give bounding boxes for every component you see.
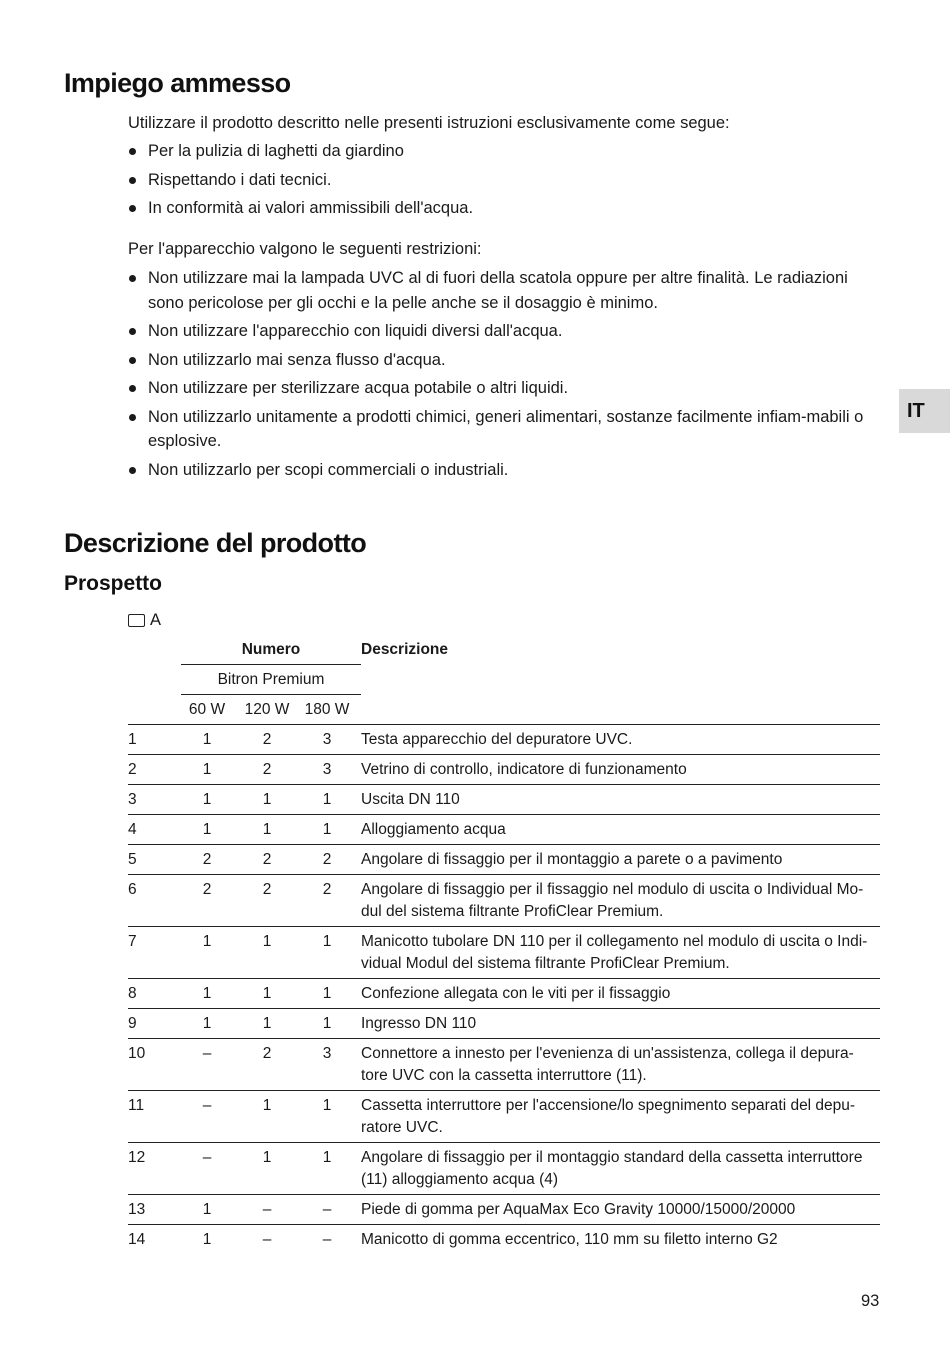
cell-qty-180w: 3 [322, 1045, 332, 1062]
cell-qty-60w: 1 [202, 1231, 212, 1248]
cell-item-number: 5 [128, 851, 137, 868]
cell-qty-120w: 1 [262, 1097, 272, 1114]
cell-qty-60w: 1 [202, 821, 212, 838]
cell-qty-120w: 1 [262, 933, 272, 950]
header-divider [181, 694, 361, 695]
cell-qty-120w: 1 [262, 1015, 272, 1032]
cell-qty-60w: – [202, 1045, 212, 1062]
cell-qty-180w: 1 [322, 985, 332, 1002]
cell-description: Manicotto tubolare DN 110 per il collegamento nel modulo di uscita o Indi-vidual Modul del sistema filtrante ProfiClear Premium. [361, 933, 868, 972]
list-item: Non utilizzarlo unitamente a prodotti chimici, generi alimentari, sostanze facilmente infiam-mabili o esplosive. [128, 405, 880, 454]
cell-description: Connettore a innesto per l'evenienza di un'assistenza, collega il depura-tore UVC con la cassetta interruttore (11). [361, 1045, 854, 1084]
cell-qty-60w: 1 [202, 791, 212, 808]
page-number: 93 [861, 1292, 880, 1310]
cell-qty-120w: – [262, 1201, 272, 1218]
cell-qty-180w: 3 [322, 761, 332, 778]
table-row [128, 978, 880, 1008]
parts-table [128, 636, 880, 1254]
cell-qty-180w: 1 [322, 1015, 332, 1032]
cell-item-number: 3 [128, 791, 137, 808]
header-watt-120: 120 W [244, 701, 290, 718]
figure-label: A [150, 611, 162, 629]
cell-qty-120w: 2 [262, 1045, 272, 1062]
cell-description: Angolare di fissaggio per il montaggio a parete o a pavimento [361, 851, 783, 868]
cell-qty-120w: 1 [262, 985, 272, 1002]
figure-icon [128, 614, 145, 627]
table-row [128, 874, 880, 926]
list-item: Non utilizzare l'apparecchio con liquidi diversi dall'acqua. [128, 319, 880, 344]
table-row [128, 844, 880, 874]
cell-qty-120w: 2 [262, 761, 272, 778]
cell-item-number: 4 [128, 821, 137, 838]
cell-item-number: 7 [128, 933, 137, 950]
list-item: Rispettando i dati tecnici. [128, 168, 880, 193]
cell-qty-60w: – [202, 1149, 212, 1166]
table-row [128, 1194, 880, 1224]
cell-qty-180w: 1 [322, 791, 332, 808]
header-product: Bitron Premium [217, 671, 325, 688]
header-description: Descrizione [361, 641, 449, 658]
list-item: Per la pulizia di laghetti da giardino [128, 139, 880, 164]
allowed-use-list [128, 139, 880, 221]
header-number: Numero [241, 641, 301, 658]
restrictions-list [128, 266, 880, 482]
cell-item-number: 13 [128, 1201, 146, 1218]
cell-qty-120w: 2 [262, 731, 272, 748]
table-row [128, 784, 880, 814]
cell-qty-180w: 2 [322, 851, 332, 868]
cell-qty-180w: – [322, 1201, 332, 1218]
list-item: In conformità ai valori ammissibili dell'acqua. [128, 196, 880, 221]
cell-qty-120w: 1 [262, 791, 272, 808]
language-tab: IT [899, 389, 950, 433]
cell-qty-60w: – [202, 1097, 212, 1114]
list-item: Non utilizzarlo per scopi commerciali o industriali. [128, 458, 880, 483]
cell-qty-180w: 1 [322, 1149, 332, 1166]
cell-qty-180w: 3 [322, 731, 332, 748]
table-row [128, 1090, 880, 1142]
header-watt-60: 60 W [188, 701, 226, 718]
cell-qty-120w: 1 [262, 821, 272, 838]
header-watt-180: 180 W [304, 701, 350, 718]
cell-qty-120w: – [262, 1231, 272, 1248]
cell-description: Vetrino di controllo, indicatore di funzionamento [361, 761, 687, 778]
table-row [128, 1142, 880, 1194]
section-title-product-description: Descrizione del prodotto [64, 528, 367, 558]
cell-description: Cassetta interruttore per l'accensione/lo spegnimento separati del depu-ratore UVC. [361, 1097, 856, 1136]
cell-item-number: 2 [128, 761, 137, 778]
cell-qty-180w: – [322, 1231, 332, 1248]
cell-qty-60w: 2 [202, 881, 212, 898]
cell-qty-60w: 1 [202, 1015, 212, 1032]
cell-qty-180w: 1 [322, 821, 332, 838]
cell-qty-60w: 1 [202, 761, 212, 778]
figure-reference [128, 609, 161, 631]
cell-qty-120w: 2 [262, 881, 272, 898]
cell-qty-120w: 1 [262, 1149, 272, 1166]
list-item: Non utilizzare per sterilizzare acqua potabile o altri liquidi. [128, 376, 880, 401]
table-row [128, 1224, 880, 1254]
section-title-allowed-use: Impiego ammesso [64, 68, 291, 98]
table-row [128, 814, 880, 844]
cell-qty-60w: 1 [202, 731, 212, 748]
cell-description: Confezione allegata con le viti per il fissaggio [361, 985, 671, 1002]
cell-qty-180w: 2 [322, 881, 332, 898]
cell-qty-180w: 1 [322, 933, 332, 950]
cell-item-number: 9 [128, 1015, 137, 1032]
cell-qty-60w: 1 [202, 985, 212, 1002]
table-row [128, 926, 880, 978]
cell-item-number: 11 [128, 1097, 145, 1114]
restrictions-intro: Per l'apparecchio valgono le seguenti restrizioni: [128, 240, 482, 258]
cell-description: Manicotto di gomma eccentrico, 110 mm su filetto interno G2 [361, 1231, 778, 1248]
cell-description: Angolare di fissaggio per il fissaggio nel modulo di uscita o Individual Mo-dul del sistema filtrante ProfiClear Premium. [361, 881, 864, 920]
cell-description: Testa apparecchio del depuratore UVC. [361, 731, 633, 748]
cell-qty-60w: 2 [202, 851, 212, 868]
list-item: Non utilizzarlo mai senza flusso d'acqua. [128, 348, 880, 373]
cell-item-number: 10 [128, 1045, 146, 1062]
table-row [128, 1008, 880, 1038]
cell-item-number: 8 [128, 985, 137, 1002]
cell-description: Alloggiamento acqua [361, 821, 506, 838]
list-item: Non utilizzare mai la lampada UVC al di fuori della scatola oppure per altre finalità. Le radiazioni sono pericolose per gli occhi e la pelle anche se il dosaggio è minimo. [128, 266, 880, 315]
table-header [128, 636, 880, 724]
table-row [128, 724, 880, 754]
cell-item-number: 6 [128, 881, 137, 898]
cell-description: Angolare di fissaggio per il montaggio standard della cassetta interruttore (11) alloggiamento acqua (4) [361, 1149, 863, 1188]
subsection-title-overview: Prospetto [64, 572, 163, 595]
cell-description: Piede di gomma per AquaMax Eco Gravity 10000/15000/20000 [361, 1201, 796, 1218]
cell-description: Ingresso DN 110 [361, 1015, 477, 1032]
cell-qty-60w: 1 [202, 933, 212, 950]
table-body [128, 724, 880, 1254]
cell-item-number: 14 [128, 1231, 146, 1248]
cell-item-number: 12 [128, 1149, 146, 1166]
cell-qty-120w: 2 [262, 851, 272, 868]
header-divider [181, 664, 361, 665]
cell-qty-180w: 1 [322, 1097, 332, 1114]
table-row [128, 754, 880, 784]
cell-description: Uscita DN 110 [361, 791, 460, 808]
cell-qty-60w: 1 [202, 1201, 212, 1218]
allowed-use-intro: Utilizzare il prodotto descritto nelle presenti istruzioni esclusivamente come segue: [128, 114, 730, 132]
cell-item-number: 1 [128, 731, 137, 748]
table-row [128, 1038, 880, 1090]
